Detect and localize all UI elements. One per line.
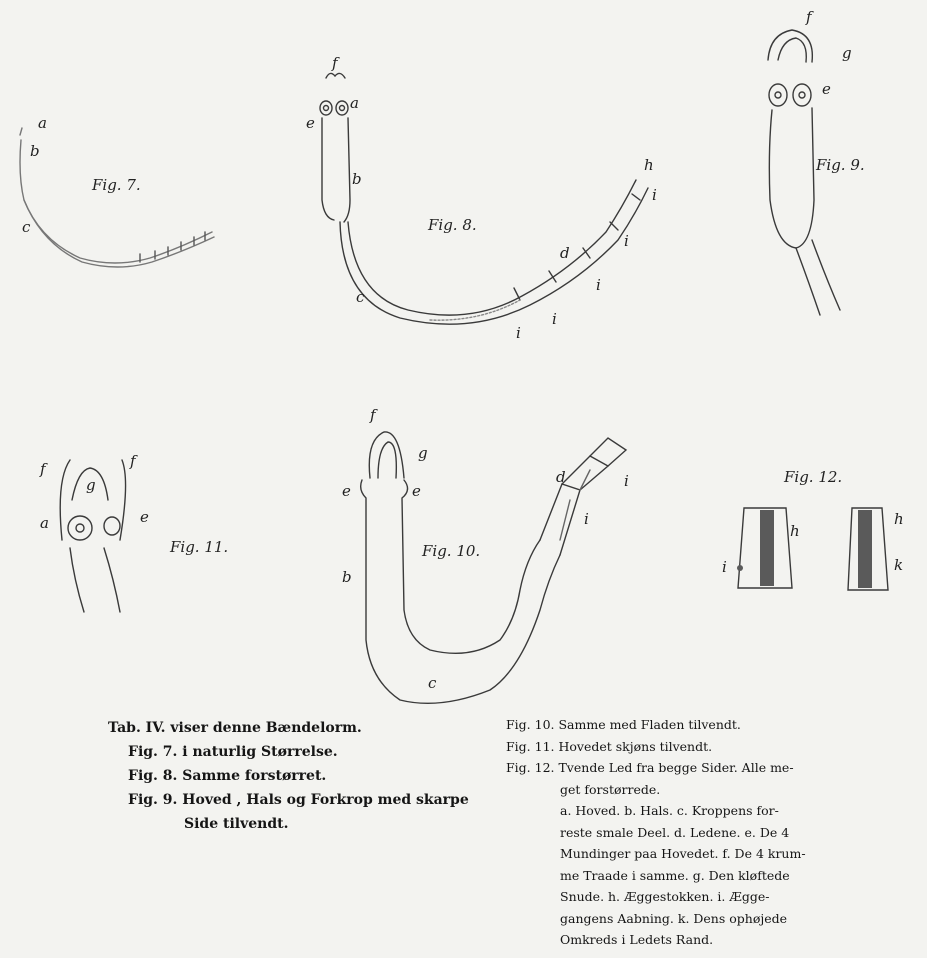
fig9-letter-e: e (822, 80, 831, 98)
caption-right-line-8: me Traade i samme. g. Den kløftede (560, 867, 790, 883)
caption-right-line-1: Fig. 10. Samme med Fladen tilvendt. (506, 717, 741, 732)
fig8-letter-c: c (356, 288, 365, 306)
fig9-letter-g: g (842, 44, 852, 62)
fig10-letter-g: g (418, 444, 428, 462)
caption-right-line-10: gangens Aabning. k. Dens ophøjede (560, 910, 788, 926)
fig10-letter-e-left: e (342, 482, 351, 500)
fig7-letter-a: a (38, 114, 47, 132)
fig12-letter-i: i (722, 558, 727, 576)
fig11-letter-f-left: f (40, 460, 46, 478)
fig10-letter-d: d (556, 468, 566, 486)
fig8-letter-e: e (306, 114, 315, 132)
caption-right-line-5: a. Hoved. b. Hals. c. Kroppens for- (560, 803, 779, 818)
fig10-letter-i-2: i (584, 510, 589, 528)
fig10-letter-e-right: e (412, 482, 421, 500)
caption-left (108, 716, 508, 836)
fig7-letter-c: c (22, 218, 31, 236)
fig8-letter-i-1: i (652, 186, 657, 204)
fig10-letter-c: c (428, 674, 437, 692)
caption-right-line-6: reste smale Deel. d. Ledene. e. De 4 (560, 824, 790, 840)
fig8-letter-i-5: i (516, 324, 521, 342)
caption-left-line-4: Fig. 9. Hoved , Hals og Forkrop med skarpe (128, 792, 469, 808)
fig7-letter-b: b (30, 142, 40, 160)
fig12-ovary-left (760, 510, 774, 586)
fig8-letter-i-2: i (624, 232, 629, 250)
fig12-ovary-right (858, 510, 872, 588)
fig10-label: Fig. 10. (422, 542, 481, 560)
caption-left-line-1: Tab. IV. viser denne Bændelorm. (108, 720, 362, 736)
fig8-letter-d: d (560, 244, 570, 262)
fig7-drawing (20, 128, 214, 267)
fig11-letter-e: e (140, 508, 149, 526)
fig7-label: Fig. 7. (92, 176, 141, 194)
caption-right-line-4: get forstørrede. (560, 781, 661, 797)
fig8-letter-i-4: i (552, 310, 557, 328)
caption-right-line-2: Fig. 11. Hovedet skjøns tilvendt. (506, 738, 713, 754)
fig8-letter-i-3: i (596, 276, 601, 294)
fig11-label: Fig. 11. (170, 538, 229, 556)
fig11-letter-a: a (40, 514, 49, 532)
fig8-letter-a: a (350, 94, 359, 112)
fig10-drawing (361, 432, 626, 703)
caption-right-line-9: Snude. h. Æggestokken. i. Ægge- (560, 889, 770, 904)
fig12-letter-h-right: h (894, 510, 904, 528)
fig8-letter-h: h (644, 156, 654, 174)
fig12-label: Fig. 12. (784, 468, 843, 486)
caption-right-line-7: Mundinger paa Hovedet. f. De 4 krum- (560, 846, 806, 861)
fig8-letter-f: f (332, 54, 338, 72)
caption-left-line-3: Fig. 8. Samme forstørret. (128, 768, 327, 784)
fig9-letter-f: f (806, 8, 812, 26)
fig10-letter-i-1: i (624, 472, 629, 490)
caption-left-line-5: Side tilvendt. (184, 816, 289, 832)
caption-left-line-2: Fig. 7. i naturlig Størrelse. (128, 744, 338, 760)
fig12-letter-k: k (894, 556, 904, 574)
caption-right-line-11: Omkreds i Ledets Rand. (560, 932, 714, 947)
caption-right-line-3: Fig. 12. Tvende Led fra begge Sider. Alle me- (506, 760, 794, 775)
fig8-label: Fig. 8. (428, 216, 477, 234)
fig8-letter-b: b (352, 170, 362, 188)
fig12-opening (737, 565, 743, 571)
fig11-letter-f-right: f (130, 452, 136, 470)
fig10-letter-f: f (370, 406, 376, 424)
fig10-letter-b: b (342, 568, 352, 586)
fig12-letter-h-left: h (790, 522, 800, 540)
caption-right (506, 714, 856, 951)
fig9-label: Fig. 9. (816, 156, 865, 174)
fig11-letter-g: g (86, 476, 96, 494)
